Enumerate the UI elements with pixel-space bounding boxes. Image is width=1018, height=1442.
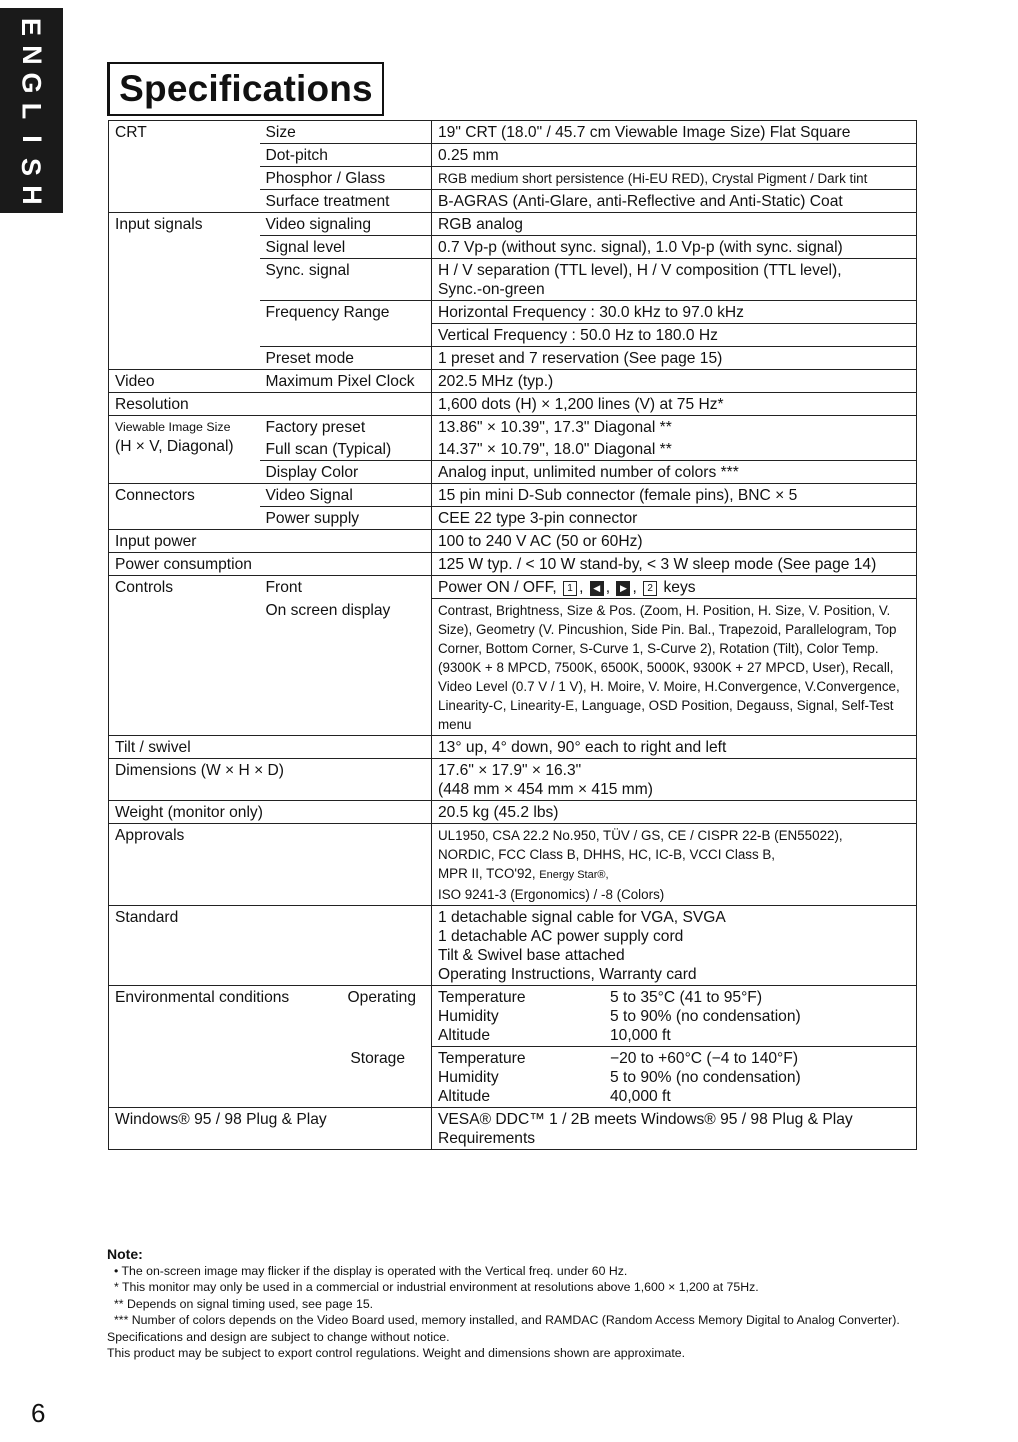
max-pixel-clock-value: 202.5 MHz (typ.) bbox=[432, 370, 917, 393]
table-row bbox=[109, 759, 917, 801]
table-row bbox=[109, 236, 917, 259]
spec-table-wrap bbox=[108, 120, 916, 1150]
table-row bbox=[109, 986, 917, 1047]
table-row bbox=[109, 824, 917, 906]
st-hum-label: Humidity bbox=[438, 1069, 499, 1086]
op-temp-value: 5 to 35°C (41 to 95°F) bbox=[610, 989, 763, 1006]
resolution-label: Resolution bbox=[109, 393, 432, 416]
input-power-label: Input power bbox=[109, 530, 432, 553]
environment-label-cell bbox=[109, 986, 432, 1047]
st-temp-value: −20 to +60°C (−4 to 140°F) bbox=[610, 1050, 799, 1067]
viewable-size-label-1: Viewable Image Size bbox=[115, 420, 231, 434]
video-signal-connector-label: Video Signal bbox=[260, 484, 432, 507]
note-disclaimer: This product may be subject to export control regulations. Weight and dimensions shown are approximate. bbox=[107, 1346, 686, 1361]
front-value: Power ON / OFF, 1 , ◀ , ▶ , 2 keys bbox=[432, 576, 917, 599]
display-color-label: Display Color bbox=[260, 461, 432, 484]
dimensions-inches: 17.6" × 17.9" × 16.3" bbox=[438, 762, 582, 779]
op-alt-label: Altitude bbox=[438, 1027, 491, 1044]
osd-value: Contrast, Brightness, Size & Pos. (Zoom, H. Position, H. Size, V. Position, V. Size), Geometry (V. Pincushion, Side Pin. Bal., Trapezoid, Parallelogram, Top Corner, Bottom Corner, S-Curve 1, S-Curve 2), Rotation (Tilt), Color Temp. (9300K + 8 MPCD, 7500K, 6500K, 5000K, 9300K + 27 MPCD, User), Recall, Video Level (0.7 V / 1 V), H. Moire, V. Moire, H.Convergence, V.Convergence, Linearity-C, Linearity-E, Language, OSD Position, Degauss, Signal, Self-Test menu bbox=[432, 599, 917, 736]
table-row bbox=[109, 461, 917, 484]
language-side-tab bbox=[0, 8, 63, 213]
crt-size-label: Size bbox=[260, 121, 432, 144]
horizontal-frequency-value: Horizontal Frequency : 30.0 kHz to 97.0 kHz bbox=[432, 301, 917, 324]
notes-heading: Note: bbox=[107, 1246, 143, 1262]
table-row bbox=[109, 370, 917, 393]
table-row bbox=[109, 736, 917, 759]
tilt-swivel-label: Tilt / swivel bbox=[109, 736, 432, 759]
standard-line-1: 1 detachable signal cable for VGA, SVGA bbox=[438, 909, 726, 926]
table-row bbox=[109, 393, 917, 416]
viewable-size-label-2: (H × V, Diagonal) bbox=[115, 438, 234, 455]
table-row bbox=[109, 190, 917, 213]
table-row bbox=[109, 167, 917, 190]
standard-line-3: Tilt & Swivel base attached bbox=[438, 947, 625, 964]
right-arrow-key-icon: ▶ bbox=[616, 581, 630, 596]
page-title-box bbox=[107, 62, 384, 116]
standard-value bbox=[432, 906, 917, 986]
notes-section bbox=[107, 1245, 917, 1361]
viewable-size-label bbox=[109, 416, 260, 461]
factory-preset-value: 13.86" × 10.39", 17.3" Diagonal ** bbox=[432, 416, 917, 439]
dimensions-label: Dimensions (W × H × D) bbox=[109, 759, 432, 801]
crt-phosphor-label: Phosphor / Glass bbox=[260, 167, 432, 190]
page-title: Specifications bbox=[119, 68, 373, 109]
op-alt-value: 10,000 ft bbox=[610, 1027, 671, 1044]
side-tab-letter: I bbox=[16, 134, 47, 143]
side-tab-letter: E bbox=[16, 17, 47, 36]
approvals-line-3: MPR II, TCO'92, bbox=[438, 866, 536, 881]
approvals-value bbox=[432, 824, 917, 906]
approvals-label: Approvals bbox=[109, 824, 432, 906]
note-item: *** Number of colors depends on the Video Board used, memory installed, and RAMDAC (Random Access Memory Digital to Analog Converter). bbox=[114, 1313, 900, 1328]
front-label: Front bbox=[260, 576, 432, 599]
frequency-range-label: Frequency Range bbox=[260, 301, 432, 324]
note-disclaimer: Specifications and design are subject to change without notice. bbox=[107, 1329, 450, 1344]
approvals-line-4: ISO 9241-3 (Ergonomics) / -8 (Colors) bbox=[438, 887, 665, 902]
front-post: keys bbox=[663, 579, 696, 596]
approvals-line-1: UL1950, CSA 22.2 No.950, TÜV / GS, CE / CISPR 22-B (EN55022), bbox=[438, 828, 843, 843]
video-signaling-label: Video signaling bbox=[260, 213, 432, 236]
st-alt-value: 40,000 ft bbox=[610, 1088, 671, 1105]
weight-value: 20.5 kg (45.2 lbs) bbox=[432, 801, 917, 824]
note-item: * This monitor may only be used in a commercial or industrial environment at resolutions above 1,600 × 1,200 at 75Hz. bbox=[114, 1280, 759, 1295]
table-row bbox=[109, 801, 917, 824]
table-row bbox=[109, 121, 917, 144]
storage-label: Storage bbox=[109, 1047, 432, 1108]
front-pre: Power ON / OFF, bbox=[438, 579, 557, 596]
spec-table bbox=[108, 120, 917, 1150]
crt-dot-label: Dot-pitch bbox=[260, 144, 432, 167]
table-row bbox=[109, 259, 917, 301]
key-2-icon: 2 bbox=[643, 581, 657, 596]
standard-line-4: Operating Instructions, Warranty card bbox=[438, 966, 697, 983]
osd-label: On screen display bbox=[265, 601, 391, 619]
st-alt-label: Altitude bbox=[438, 1088, 491, 1105]
power-consumption-label: Power consumption bbox=[109, 553, 432, 576]
left-arrow-key-icon: ◀ bbox=[590, 581, 604, 596]
table-row bbox=[109, 213, 917, 236]
sync-line-1: H / V separation (TTL level), H / V composition (TTL level), bbox=[438, 262, 842, 279]
table-row bbox=[109, 576, 917, 599]
crt-size-value: 19" CRT (18.0" / 45.7 cm Viewable Image Size) Flat Square bbox=[432, 121, 917, 144]
side-tab-letter: L bbox=[16, 102, 47, 119]
table-row bbox=[109, 906, 917, 986]
st-temp-label: Temperature bbox=[438, 1050, 526, 1067]
table-row bbox=[109, 1047, 917, 1108]
storage-value bbox=[432, 1047, 917, 1108]
input-power-value: 100 to 240 V AC (50 or 60Hz) bbox=[432, 530, 917, 553]
table-row bbox=[109, 324, 917, 347]
note-item: ** Depends on signal timing used, see page 15. bbox=[114, 1296, 374, 1311]
resolution-value: 1,600 dots (H) × 1,200 lines (V) at 75 Hz* bbox=[432, 393, 917, 416]
controls-label: Controls bbox=[109, 576, 260, 599]
signal-level-label: Signal level bbox=[260, 236, 432, 259]
key-1-icon: 1 bbox=[563, 581, 577, 596]
dimensions-mm: (448 mm × 454 mm × 415 mm) bbox=[438, 781, 653, 798]
weight-label: Weight (monitor only) bbox=[109, 801, 432, 824]
table-row bbox=[109, 1108, 917, 1150]
sync-line-2: Sync.-on-green bbox=[438, 281, 545, 298]
display-color-value: Analog input, unlimited number of colors *** bbox=[432, 461, 917, 484]
video-signaling-value: RGB analog bbox=[432, 213, 917, 236]
table-row bbox=[109, 507, 917, 530]
table-row bbox=[109, 347, 917, 370]
op-temp-label: Temperature bbox=[438, 989, 526, 1006]
sync-signal-value bbox=[432, 259, 917, 301]
crt-phosphor-value: RGB medium short persistence (Hi-EU RED), Crystal Pigment / Dark tint bbox=[432, 167, 917, 190]
table-row bbox=[109, 530, 917, 553]
crt-dot-value: 0.25 mm bbox=[432, 144, 917, 167]
note-item: • The on-screen image may flicker if the display is operated with the Vertical freq. under 60 Hz. bbox=[114, 1264, 628, 1278]
windows-line-1: VESA® DDC™ 1 / 2B meets Windows® 95 / 98 Plug & Play bbox=[438, 1111, 853, 1128]
table-row bbox=[109, 553, 917, 576]
sync-signal-label: Sync. signal bbox=[260, 259, 432, 301]
tilt-swivel-value: 13° up, 4° down, 90° each to right and left bbox=[432, 736, 917, 759]
table-row bbox=[109, 416, 917, 439]
operating-value bbox=[432, 986, 917, 1047]
connectors-label: Connectors bbox=[109, 484, 260, 507]
full-scan-value: 14.37" × 10.79", 18.0" Diagonal ** bbox=[432, 438, 917, 461]
vertical-frequency-value: Vertical Frequency : 50.0 Hz to 180.0 Hz bbox=[432, 324, 917, 347]
page-number: 6 bbox=[31, 1398, 46, 1428]
standard-label: Standard bbox=[109, 906, 432, 986]
side-tab-letter: N bbox=[16, 44, 47, 65]
table-row bbox=[109, 599, 917, 736]
op-hum-label: Humidity bbox=[438, 1008, 499, 1025]
power-supply-value: CEE 22 type 3-pin connector bbox=[432, 507, 917, 530]
max-pixel-clock-label: Maximum Pixel Clock bbox=[260, 370, 432, 393]
energy-star: Energy Star®, bbox=[539, 869, 609, 881]
preset-mode-value: 1 preset and 7 reservation (See page 15) bbox=[432, 347, 917, 370]
environment-label: Environmental conditions bbox=[115, 989, 290, 1006]
video-label: Video bbox=[109, 370, 260, 393]
crt-surface-value: B-AGRAS (Anti-Glare, anti-Reflective and Anti-Static) Coat bbox=[432, 190, 917, 213]
windows-line-2: Requirements bbox=[438, 1130, 536, 1147]
table-row bbox=[109, 301, 917, 324]
table-row bbox=[109, 144, 917, 167]
signal-level-value: 0.7 Vp-p (without sync. signal), 1.0 Vp-p (with sync. signal) bbox=[432, 236, 917, 259]
power-supply-label: Power supply bbox=[260, 507, 432, 530]
video-signal-connector-value: 15 pin mini D-Sub connector (female pins), BNC × 5 bbox=[432, 484, 917, 507]
side-tab-letter: S bbox=[16, 157, 47, 176]
approvals-line-2: NORDIC, FCC Class B, DHHS, HC, IC-B, VCCI Class B, bbox=[438, 847, 776, 862]
power-consumption-value: 125 W typ. / < 10 W stand-by, < 3 W sleep mode (See page 14) bbox=[432, 553, 917, 576]
op-hum-value: 5 to 90% (no condensation) bbox=[610, 1008, 801, 1025]
side-tab-letter: G bbox=[16, 71, 47, 94]
factory-preset-label: Factory preset bbox=[260, 416, 432, 439]
st-hum-value: 5 to 90% (no condensation) bbox=[610, 1069, 801, 1086]
side-tab-letter: H bbox=[16, 184, 47, 205]
operating-label: Operating bbox=[347, 989, 416, 1006]
windows-value bbox=[432, 1108, 917, 1150]
crt-surface-label: Surface treatment bbox=[260, 190, 432, 213]
dimensions-value bbox=[432, 759, 917, 801]
preset-mode-label: Preset mode bbox=[260, 347, 432, 370]
windows-label: Windows® 95 / 98 Plug & Play bbox=[109, 1108, 432, 1150]
crt-label: CRT bbox=[109, 121, 260, 144]
full-scan-label: Full scan (Typical) bbox=[265, 441, 392, 458]
input-signals-label: Input signals bbox=[109, 213, 260, 236]
standard-line-2: 1 detachable AC power supply cord bbox=[438, 928, 684, 945]
table-row bbox=[109, 484, 917, 507]
